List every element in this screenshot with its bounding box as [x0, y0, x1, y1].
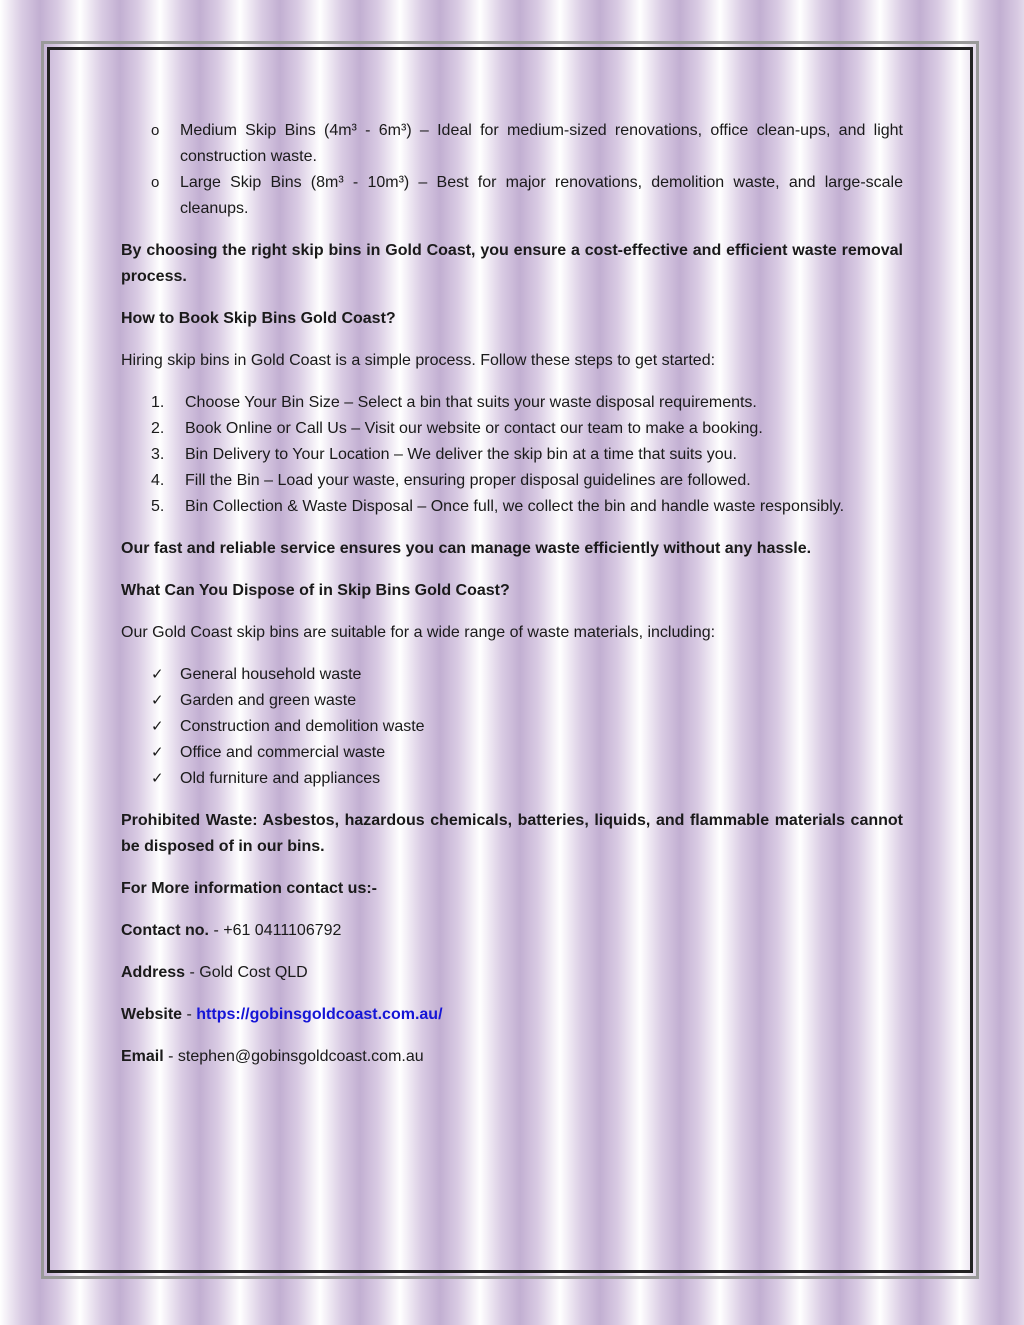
prohibited-waste: Prohibited Waste: Asbestos, hazardous chemicals, batteries, liquids, and flammable materials cannot be disposed of in our bins. — [121, 812, 903, 855]
list-item — [121, 740, 903, 766]
step-number: 5. — [151, 498, 165, 515]
booking-steps — [121, 390, 903, 520]
list-item — [121, 118, 903, 170]
circle-bullet-icon: o — [151, 174, 160, 191]
list-item — [121, 494, 903, 520]
disposal-item: Office and commercial waste — [180, 744, 386, 761]
bin-size-list — [121, 118, 903, 222]
list-item — [121, 390, 903, 416]
list-item — [121, 688, 903, 714]
list-item — [121, 468, 903, 494]
website-separator: - — [182, 1006, 197, 1023]
disposal-heading: What Can You Dispose of in Skip Bins Gold Coast? — [121, 582, 510, 599]
contact-email — [121, 1044, 903, 1070]
choose-summary: By choosing the right skip bins in Gold Coast, you ensure a cost-effective and efficient waste removal process. — [121, 242, 903, 285]
booking-intro: Hiring skip bins in Gold Coast is a simple process. Follow these steps to get started: — [121, 352, 716, 369]
disposal-item: Old furniture and appliances — [180, 770, 381, 787]
checkmark-icon: ✓ — [151, 692, 164, 709]
website-label: Website — [121, 1006, 183, 1023]
disposal-intro: Our Gold Coast skip bins are suitable for a wide range of waste materials, including: — [121, 624, 716, 641]
list-item — [121, 416, 903, 442]
step-text: Bin Delivery to Your Location – We deliver the skip bin at a time that suits you. — [185, 446, 737, 463]
list-item — [121, 766, 903, 792]
list-item — [121, 714, 903, 740]
step-number: 3. — [151, 446, 165, 463]
list-item — [121, 170, 903, 222]
website-link[interactable]: https://gobinsgoldcoast.com.au/ — [196, 1006, 443, 1023]
step-number: 2. — [151, 420, 165, 437]
disposal-list — [121, 662, 903, 792]
address-value: - Gold Cost QLD — [185, 964, 308, 981]
bin-size-text: Medium Skip Bins (4m³ - 6m³) – Ideal for medium-sized renovations, office clean-ups, and light construction waste. — [180, 122, 903, 165]
circle-bullet-icon: o — [151, 122, 160, 139]
list-item — [121, 662, 903, 688]
checkmark-icon: ✓ — [151, 666, 164, 683]
step-text: Fill the Bin – Load your waste, ensuring proper disposal guidelines are followed. — [185, 472, 751, 489]
phone-value: - +61 0411106792 — [209, 922, 342, 939]
checkmark-icon: ✓ — [151, 744, 164, 761]
address-label: Address — [121, 964, 186, 981]
contact-website — [121, 1002, 903, 1028]
step-number: 4. — [151, 472, 165, 489]
checkmark-icon: ✓ — [151, 770, 164, 787]
checkmark-icon: ✓ — [151, 718, 164, 735]
list-item — [121, 442, 903, 468]
email-value: - stephen@gobinsgoldcoast.com.au — [163, 1048, 424, 1065]
booking-summary: Our fast and reliable service ensures you can manage waste efficiently without any hassle. — [121, 540, 812, 557]
step-text: Bin Collection & Waste Disposal – Once full, we collect the bin and handle waste responsibly. — [185, 498, 845, 515]
step-text: Choose Your Bin Size – Select a bin that suits your waste disposal requirements. — [185, 394, 757, 411]
document-content — [121, 118, 903, 1070]
email-label: Email — [121, 1048, 164, 1065]
phone-label: Contact no. — [121, 922, 209, 939]
step-number: 1. — [151, 394, 165, 411]
contact-phone — [121, 918, 903, 944]
bin-size-text: Large Skip Bins (8m³ - 10m³) – Best for major renovations, demolition waste, and large-scale cleanups. — [180, 174, 903, 217]
disposal-item: Garden and green waste — [180, 692, 357, 709]
booking-heading: How to Book Skip Bins Gold Coast? — [121, 310, 396, 327]
disposal-item: General household waste — [180, 666, 362, 683]
step-text: Book Online or Call Us – Visit our website or contact our team to make a booking. — [185, 420, 763, 437]
contact-heading: For More information contact us:- — [121, 880, 377, 897]
contact-address — [121, 960, 903, 986]
disposal-item: Construction and demolition waste — [180, 718, 425, 735]
